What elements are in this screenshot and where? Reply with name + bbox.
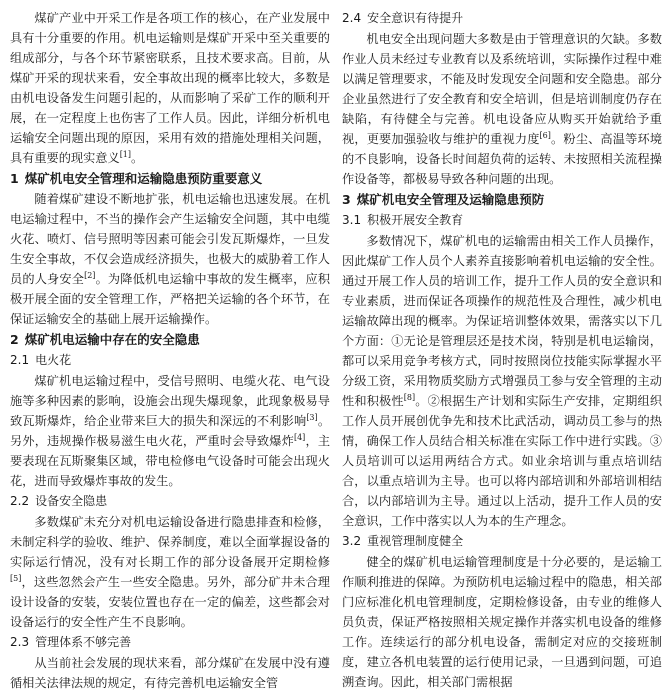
subsection-heading-3-2: 3.2 重视管理制度健全 xyxy=(342,534,464,548)
subsection-2-2-paragraph: 多数煤矿未充分对机电运输设备进行隐患排查和检修，未制定科学的验收、维护、保养制度，难以全面掌握设备的实际运行情况，没有对长期工作的部分设备展开定期检修[5]，这些忽然会产生一些安全隐患。另外，部分矿井未合理设计设备的安装，安装位置也存在一定的偏差，这些都会对设备运行的安全性产生不良影响。 xyxy=(10,515,330,629)
subsection-heading-3-1: 3.1 积极开展安全教育 xyxy=(342,213,464,227)
section-1-paragraph: 随着煤矿建设不断地扩张，机电运输也迅速发展。在机电运输过程中，不当的操作会产生运输安全问题，其中电缆火花、喷灯、信号照明等因素可能会引发瓦斯爆炸，一旦发生安全事故，不仅会造成经济损失，也极大的威胁着工作人员的人身安全[2]。为降低机电运输中事故的发生概率，应积极开展全面的安全管理工作，严格把关运输的各个环节，在保证运输安全的基础上展开运输操作。 xyxy=(10,192,331,326)
subsection-heading-2-1: 2.1 电火花 xyxy=(10,353,72,367)
section-heading-2: 2 煤矿机电运输中存在的安全隐患 xyxy=(10,332,200,347)
subsection-2-4-paragraph: 机电安全出现问题大多数是由于管理意识的欠缺。多数作业人员未经过专业教育以及系统培训，实际操作过程中难以满足管理要求，不能及时发现安全问题和安全隐患。部分企业虽然进行了安全教育和安全培训，但是培训制度仍存在缺陷，有待健全与完善。机电设备应从购买开始就给予重视，更要加强验收与维护的重视力度[6]。粉尘、高温等环境的不良影响，设备长时间超负荷的运转、未按照相关流程操作设备等，都极易导致各种问题的出现。 xyxy=(342,32,663,186)
subsection-2-1-paragraph: 煤矿机电运输过程中，受信号照明、电缆火花、电气设施等多种因素的影响，设施会出现失爆现象，此现象极易导致瓦斯爆炸，给企业带来巨大的损失和深远的不利影响[3]。另外，违规操作极易滋生电火花，严重时会导致爆炸[4]，主要表现在瓦斯聚集区域，带电检修电气设备时可能会出现火花，进而导致爆炸事故的发生。 xyxy=(10,374,331,488)
citation: [5] xyxy=(10,573,22,583)
intro-paragraph: 煤矿产业中开采工作是各项工作的核心，在产业发展中具有十分重要的作用。机电运输则是煤矿开采中至关重要的组成部分，与各个环节紧密联系，且技术要求高。目前，从煤矿开采的现状来看，安全事故出现的概率比较大，多数是由机电设备发生问题引起的，从而影响了采矿工作的顺利开展，在一定程度上也伤害了工作人员。因此，详细分析机电运输安全问题出现的原因，采用有效的措施处理相关问题，具有重要的现实意义[1]。 xyxy=(10,11,330,165)
right-column xyxy=(342,8,662,692)
section-heading-1: 1 煤矿机电安全管理和运输隐患预防重要意义 xyxy=(10,171,263,186)
citation: [2] xyxy=(84,270,96,280)
subsection-3-2-paragraph: 健全的煤矿机电运输管理制度是十分必要的，是运输工作顺利推进的保障。为预防机电运输过程中的隐患，相关部门应标准化机电管理制度，定期检修设备，由专业的维修人员负责，保证严格按照相关规定操作并落实机电设备的维修工作。连续运行的部分机电设备，需制定对应的交接班制度，建立各机电装置的运行使用记录，一旦遇到问题，可追溯查询。因此，相关部门需根据 xyxy=(342,555,662,689)
subsection-heading-2-4: 2.4 安全意识有待提升 xyxy=(342,11,464,25)
subsection-heading-2-2: 2.2 设备安全隐患 xyxy=(10,494,108,508)
citation: [6] xyxy=(539,130,551,140)
citation: [8] xyxy=(403,392,416,402)
citation: [1] xyxy=(119,149,132,159)
subsection-heading-2-3: 2.3 管理体系不够完善 xyxy=(10,635,132,649)
citation: [3] xyxy=(306,412,318,422)
citation: [4] xyxy=(293,432,306,442)
left-column xyxy=(10,8,330,693)
subsection-3-1-paragraph: 多数情况下，煤矿机电的运输需由相关工作人员操作，因此煤矿工作人员个人素养直接影响着机电运输的安全性。通过开展工作人员的培训工作，提升工作人员的安全意识和专业素质，进而保证各项操作的规范性及合理性，减少机电运输故障出现的概率。为保证培训整体效果，需落实以下几个方面：①无论是管理层还是技术岗，特别是机电运输岗，都可以采用竞争考核方式，同时按照岗位技能实际掌握水平分级工资，采用物质奖励方式增强员工参与安全管理的主动性和积极性[8]。②根据生产计划和实际生产安排，定期组织工作人员开展创优争先和技术比武活动，调动员工参与的热情，确保工作人员结合相关标准在实际工作中进行实践。③人员培训可以运用两结合方式。如业余培训与重点培训结合，以重点培训为主导。也可以将内部培训和外部培训相结合，以内部培训为主导。通过以上活动，提升工作人员的安全意识，工作中落实以人为本的生产理念。 xyxy=(342,234,663,528)
subsection-2-3-paragraph: 从当前社会发展的现状来看，部分煤矿在发展中没有遵循相关法律法规的规定，有待完善机电运输安全管 xyxy=(10,656,330,690)
section-heading-3: 3 煤矿机电安全管理及运输隐患预防 xyxy=(342,192,545,207)
